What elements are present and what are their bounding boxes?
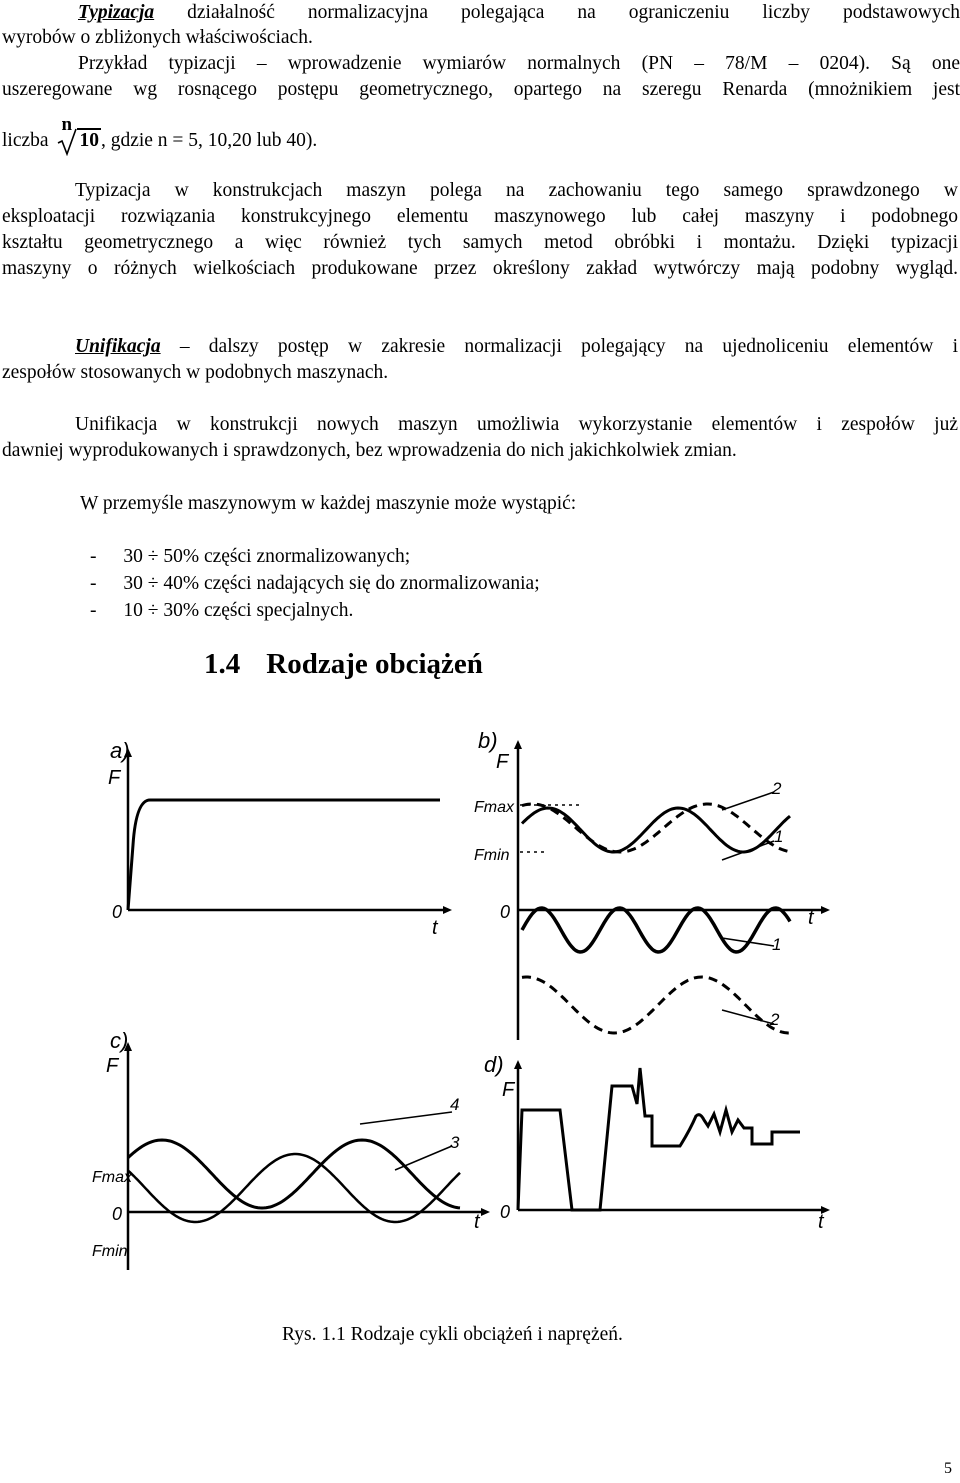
figure-caption: Rys. 1.1 Rodzaje cykli obciążeń i naprężeń. [282, 1324, 623, 1345]
panel-b-label: b) [478, 728, 498, 753]
list-item [90, 571, 960, 597]
section-heading [204, 648, 509, 681]
example-line3-prefix: liczba [2, 130, 49, 151]
panel-b-curve-label: 1 [772, 935, 782, 954]
panel-b-y-label: F [496, 751, 509, 773]
panel-c-fmin: Fmin [92, 1243, 128, 1260]
example-line3 [2, 114, 960, 154]
panel-b-curve-label: 2 [772, 779, 782, 798]
panel-c-leader-3 [395, 1146, 452, 1170]
panel-c-origin: 0 [112, 1204, 123, 1224]
typ-machines-line1: Typizacja w konstrukcjach maszyn polega na zachowaniu tego samego sprawdzonego w [75, 180, 958, 201]
panel-a-label: a) [110, 738, 130, 763]
typ-machines-line4: maszyny o różnych wielkościach produkowane przez określony zakład wytwórczy mają podobny wygląd. [2, 258, 958, 279]
example-line2: uszeregowane wg rosnącego postępu geometrycznego, opartego na szeregu Renarda (mnożnikiem jest [2, 79, 960, 100]
panel-c-y-label: F [106, 1055, 119, 1077]
panel-d [484, 1052, 826, 1233]
typizacja-definition-line2: wyrobów o zbliżonych właściwościach. [2, 27, 313, 48]
list-item-text: 30 ÷ 40% części nadających się do znormalizowania; [123, 573, 540, 594]
page-number: 5 [944, 1460, 952, 1477]
panel-a-step-curve [128, 800, 440, 910]
list-dash: - [90, 573, 97, 594]
panel-c-fmax: Fmax [92, 1169, 132, 1186]
panel-b-x-label: t [808, 907, 814, 929]
panel-c-curve-label: 4 [450, 1095, 460, 1114]
panel-c [92, 1028, 486, 1270]
panel-b-curve-label: 1 [774, 827, 784, 846]
list-item [90, 598, 960, 624]
list-item-text: 30 ÷ 50% części znormalizowanych; [123, 546, 411, 567]
typizacja-definition-text: działalność normalizacyjna polegająca na ograniczeniu liczby podstawowych [187, 2, 960, 23]
panel-b-fmin: Fmin [474, 847, 510, 864]
panel-a [108, 738, 448, 939]
panel-b-leader-2 [722, 792, 774, 810]
unifikacja-definition-text: – dalszy postęp w zakresie normalizacji polegający na ujednoliceniu elementów i [179, 336, 958, 357]
panel-c-x-label: t [474, 1211, 480, 1233]
example-line3-suffix: , gdzie n = 5, 10,20 lub 40). [100, 130, 318, 151]
panel-b [474, 728, 826, 1040]
unifikacja-definition-line1 [0, 334, 958, 360]
list-item [90, 544, 960, 570]
panel-d-label: d) [484, 1052, 504, 1077]
typ-machines-line3: kształtu geometrycznego a więc również tych samych metod obróbki i montażu. Dzięki typizacji [2, 232, 958, 253]
unif-construction-line2: dawniej wyprodukowanych i sprawdzonych, bez wprowadzenia do nich jakichkolwiek zmian. [2, 440, 737, 461]
typizacja-definition-line1 [0, 0, 960, 26]
example-line1: Przykład typizacji – wprowadzenie wymiarów normalnych (PN – 78/M – 0204). Są one [78, 53, 960, 74]
typ-machines-line2: eksploatacji rozwiązania konstrukcyjnego elementu maszynowego lub całej maszyny i podobnego [2, 206, 958, 227]
panel-a-origin: 0 [112, 902, 123, 922]
list-dash: - [90, 546, 97, 567]
panel-b-curve-1-upper [522, 808, 790, 852]
panel-d-load-curve [518, 1068, 800, 1210]
list-item-text: 10 ÷ 30% części specjalnych. [123, 600, 354, 621]
panel-d-y-label: F [502, 1079, 515, 1101]
section-number: 1.4 [204, 648, 241, 680]
panel-b-leader-2b [722, 1010, 774, 1024]
panel-c-curve-4 [128, 1140, 460, 1208]
panel-c-label: c) [110, 1028, 129, 1053]
panel-a-x-label: t [432, 917, 438, 939]
panel-b-leader-1 [722, 841, 774, 860]
typizacja-term: Typizacja [78, 2, 155, 23]
panel-b-curve-1-lower [522, 908, 790, 952]
unif-construction-line1: Unifikacja w konstrukcji nowych maszyn umożliwia wykorzystanie elementów i zespołów już [75, 414, 958, 435]
panel-d-origin: 0 [500, 1202, 511, 1222]
panel-b-curve-label: 2 [770, 1010, 780, 1029]
panel-a-y-label: F [108, 767, 121, 789]
panel-b-origin: 0 [500, 902, 511, 922]
panel-c-curve-label: 3 [450, 1133, 460, 1152]
list-dash: - [90, 600, 97, 621]
root-index: n [61, 114, 73, 135]
nth-root-formula [57, 114, 101, 154]
load-cycles-figure [0, 700, 960, 1340]
panel-b-curve-2-lower [522, 977, 790, 1033]
section-title: Rodzaje obciążeń [266, 648, 483, 680]
unifikacja-term: Unifikacja [75, 336, 161, 357]
industry-intro: W przemyśle maszynowym w każdej maszynie może wystąpić: [80, 493, 577, 514]
panel-c-leader-4 [360, 1112, 452, 1124]
panel-b-fmax: Fmax [474, 799, 514, 816]
root-radicand: 10 [79, 130, 99, 151]
unifikacja-definition-line2: zespołów stosowanych w podobnych maszynach. [2, 362, 389, 383]
panel-d-x-label: t [818, 1211, 824, 1233]
radical-sign-icon [57, 128, 77, 156]
